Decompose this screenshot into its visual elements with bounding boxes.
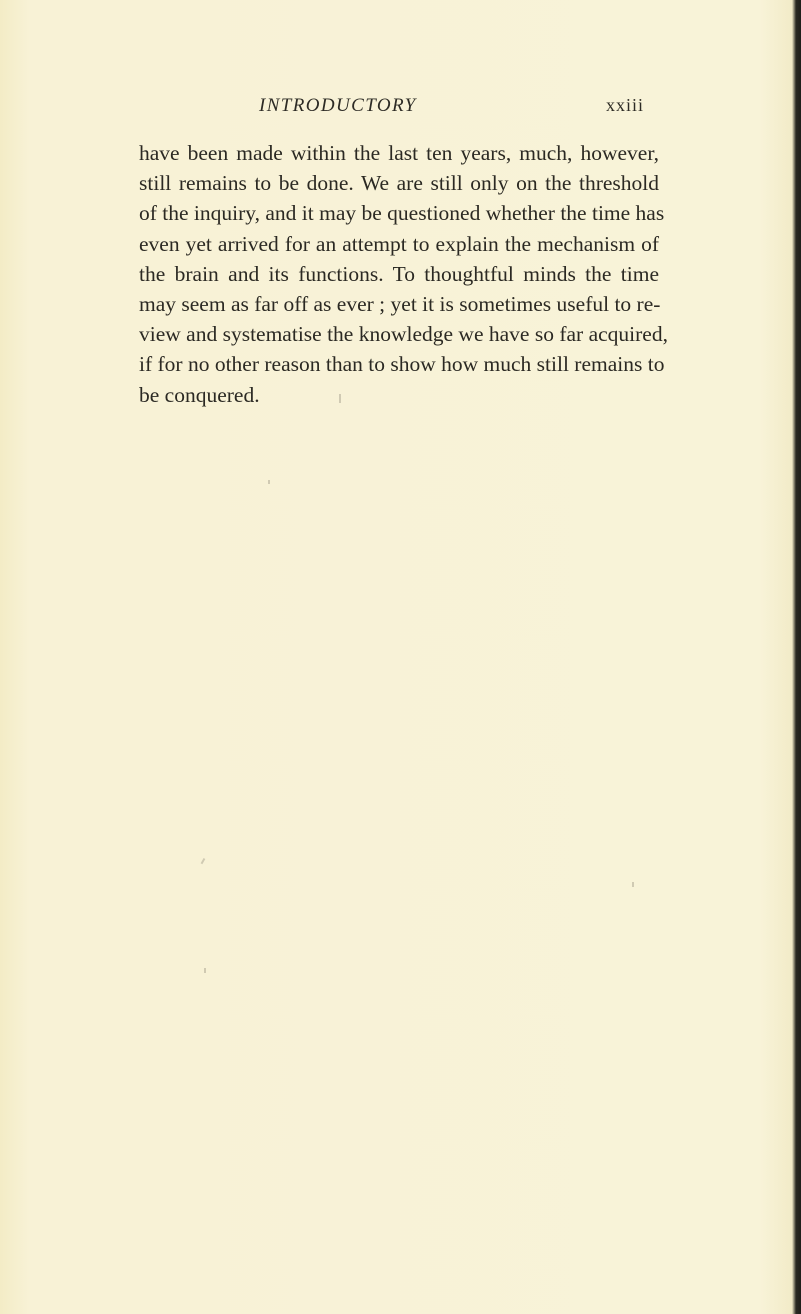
body-paragraph [139, 138, 668, 410]
page-header [0, 95, 801, 125]
text-line: still remains to be done. We are still only on the threshold [139, 171, 659, 196]
text-line: even yet arrived for an attempt to explain the mechanism of [139, 231, 659, 256]
text-line: view and systematise the knowledge we have so far acquired, [139, 322, 668, 347]
paper-speck [204, 968, 206, 973]
page-number: xxiii [606, 95, 645, 115]
text-line: the brain and its functions. To thoughtful minds the time [139, 261, 659, 286]
text-line: may seem as far off as ever ; yet it is sometimes useful to re- [139, 292, 661, 317]
text-line: of the inquiry, and it may be questioned whether the time has [139, 201, 665, 226]
text-line: if for no other reason than to show how much still remains to [139, 352, 665, 377]
paper-speck [632, 882, 634, 887]
paper-speck [339, 394, 341, 403]
running-head: INTRODUCTORY [259, 95, 417, 116]
paper-speck [201, 858, 205, 864]
text-line: have been made within the last ten years, much, however, [139, 141, 659, 165]
paper-speck [268, 480, 270, 484]
text-line: be conquered. [139, 382, 260, 407]
